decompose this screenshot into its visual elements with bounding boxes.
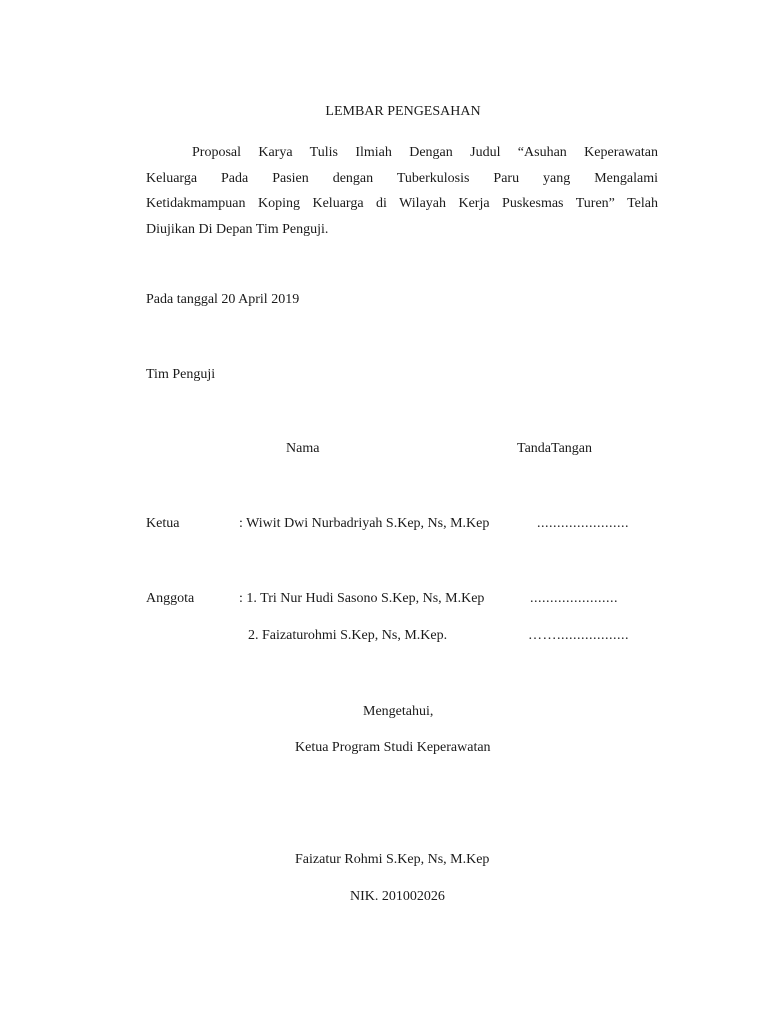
paragraph-line: Ketidakmampuan Koping Keluarga di Wilayah Kerja Puskesmas Turen” Telah (146, 196, 658, 211)
member-role-label: Anggota (146, 591, 195, 606)
paragraph-line: Proposal Karya Tulis Ilmiah Dengan Judul “Asuhan Keperawatan (192, 145, 658, 160)
program-head-position: Ketua Program Studi Keperawatan (295, 740, 491, 755)
acknowledged-label: Mengetahui, (363, 704, 434, 719)
chair-name: : Wiwit Dwi Nurbadriyah S.Kep, Ns, M.Kep (239, 516, 490, 531)
paragraph-line: Diujikan Di Depan Tim Penguji. (146, 221, 329, 237)
date-line: Pada tanggal 20 April 2019 (146, 292, 300, 307)
program-head-name: Faizatur Rohmi S.Kep, Ns, M.Kep (295, 852, 490, 867)
program-head-nik: NIK. 201002026 (350, 889, 445, 904)
member-name-1: : 1. Tri Nur Hudi Sasono S.Kep, Ns, M.Kep (239, 591, 485, 606)
team-label: Tim Penguji (146, 367, 216, 382)
column-header-name: Nama (286, 441, 320, 456)
paragraph-line: Keluarga Pada Pasien dengan Tuberkulosis Paru yang Mengalami (146, 170, 658, 186)
chair-signature-line: ....................... (537, 516, 629, 531)
member-name-2: 2. Faizaturohmi S.Kep, Ns, M.Kep. (248, 628, 448, 643)
page-title: LEMBAR PENGESAHAN (325, 104, 481, 119)
approval-paragraph (146, 140, 658, 242)
member-signature-line-1: ...................... (530, 591, 618, 606)
column-header-signature: TandaTangan (517, 441, 593, 456)
member-signature-line-2: …….................. (528, 628, 629, 643)
chair-role-label: Ketua (146, 516, 180, 531)
